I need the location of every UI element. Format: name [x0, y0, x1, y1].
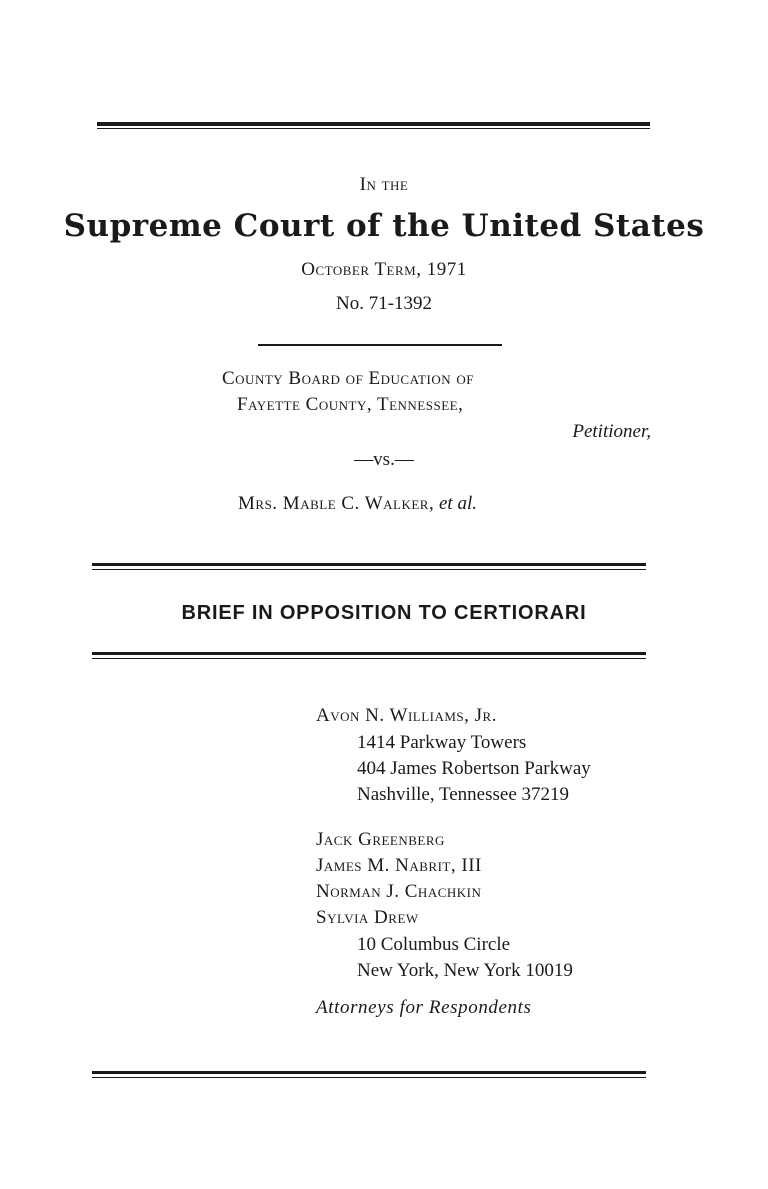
- attorney-nabrit: James M. Nabrit, III: [316, 855, 482, 876]
- respondent-name: Mrs. Mable C. Walker,: [238, 493, 435, 514]
- attorney-williams: Avon N. Williams, Jr.: [316, 705, 497, 726]
- attorneys-role: Attorneys for Respondents: [316, 997, 532, 1018]
- address1-line1: 1414 Parkway Towers: [357, 732, 527, 753]
- in-the-label: In the: [359, 174, 409, 195]
- title-rule-top-thin: [92, 569, 646, 570]
- term-label: October Term, 1971: [301, 259, 467, 280]
- title-rule-bottom-thick: [92, 652, 646, 655]
- attorney-drew: Sylvia Drew: [316, 907, 419, 928]
- attorney-chachkin: Norman J. Chachkin: [316, 881, 482, 902]
- top-rule-thin: [97, 128, 650, 129]
- respondent: [238, 491, 477, 517]
- bottom-rule-thin: [92, 1077, 646, 1078]
- court-name: Supreme Court of the United States: [63, 208, 705, 244]
- caption-divider: [258, 344, 502, 346]
- petitioner-line2: Fayette County, Tennessee,: [237, 394, 464, 415]
- petitioner-line1: County Board of Education of: [222, 368, 474, 389]
- case-number: No. 71-1392: [335, 293, 433, 314]
- address1-line2: 404 James Robertson Parkway: [357, 758, 591, 779]
- title-rule-bottom-thin: [92, 658, 646, 659]
- attorney-greenberg: Jack Greenberg: [316, 829, 445, 850]
- title-rule-top-thick: [92, 563, 646, 566]
- address2-line1: 10 Columbus Circle: [357, 934, 511, 955]
- versus-label: —vs.—: [354, 449, 414, 470]
- address1-line3: Nashville, Tennessee 37219: [357, 784, 570, 805]
- bottom-rule-thick: [92, 1071, 646, 1074]
- brief-title: BRIEF IN OPPOSITION TO CERTIORARI: [181, 602, 587, 624]
- respondent-etal: et al.: [438, 493, 477, 514]
- petitioner-role: Petitioner,: [572, 421, 651, 442]
- address2-line2: New York, New York 10019: [357, 960, 573, 981]
- top-rule-thick: [97, 122, 650, 126]
